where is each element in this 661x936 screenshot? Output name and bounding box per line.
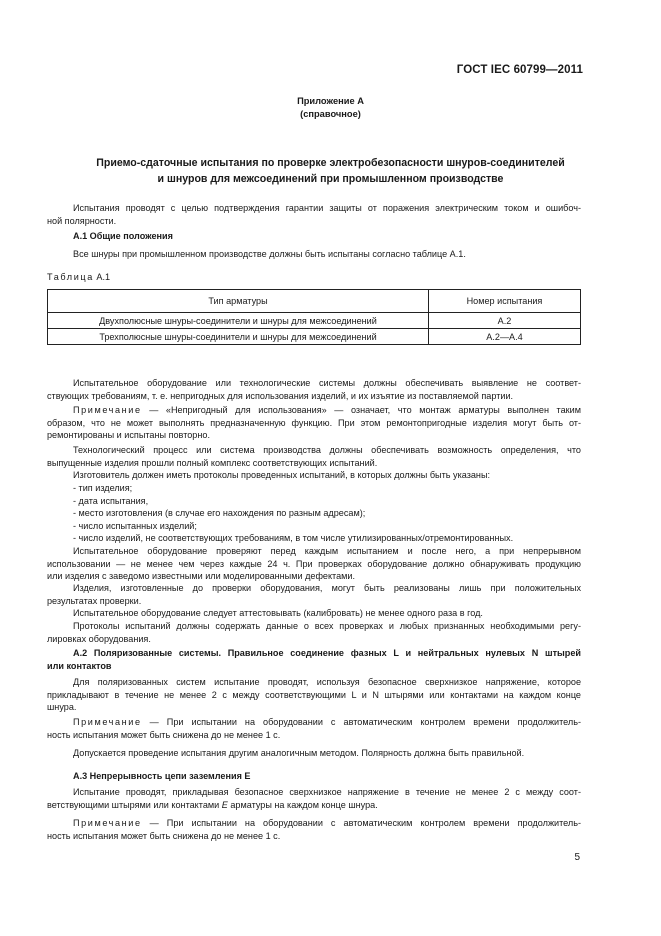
- protocols-paragraph: Протоколы испытаний должны содержать данные о всех проверках и любых признанных необходимыми регу- лировках оборудования.: [47, 621, 581, 644]
- check-paragraph: Испытательное оборудование проверяют перед каждым испытанием и после него, а при непрерывном использовании — не менее чем через каждые 24 ч. При проверках оборудование должно обнаруживать продукцию или изделия с заведомо известными или моделированными дефектами.: [47, 546, 581, 582]
- standard-number: ГОСТ IEC 60799—2011: [456, 64, 583, 76]
- table-caption: [47, 271, 581, 284]
- process-paragraph: Технологический процесс или система производства должны обеспечивать возможность определения, что выпущенные изделия прошли полный комплекс соответствующих испытаний. Изготовитель должен иметь протоколы проведенных испытаний, в которых должны быть указаны:: [47, 445, 581, 481]
- table-row: [48, 329, 581, 345]
- table-header-cell: Тип арматуры: [48, 290, 429, 313]
- note-label: Примечание: [73, 818, 142, 828]
- table-row: [48, 313, 581, 329]
- table-caption-number: А.1: [96, 272, 111, 282]
- table-cell: Двухполюсные шнуры-соединители и шнуры для межсоединений: [48, 313, 429, 329]
- section-a1-heading: А.1 Общие положения: [73, 231, 173, 241]
- note-2: Примечание — При испытании на оборудовании с автоматическим контролем времени продолжитель- ность испытания может быть снижена до не менее 1 с.: [47, 717, 581, 740]
- table-cell: А.2: [429, 313, 581, 329]
- list-item: - дата испытания,: [73, 495, 149, 506]
- note-label: Примечание: [73, 717, 142, 727]
- equipment-paragraph: Испытательное оборудование или технологические системы должны обеспечивать выявление не соответ- ствующих требованиям, т. е. непригодных для использования изделий, и их изъятие из поставляемой партии.: [47, 378, 581, 401]
- products-paragraph: Изделия, изготовленные до проверки оборудования, могут быть реализованы лишь при положительных результатах проверки.: [47, 583, 581, 606]
- list-item: - число испытанных изделий;: [73, 520, 197, 531]
- note-label: Примечание: [73, 405, 142, 415]
- list-item: - число изделий, не соответствующих требованиям, в том числе утилизированных/отремонтированных.: [73, 533, 514, 544]
- main-title-line1: Приемо-сдаточные испытания по проверке электробезопасности шнуров-соединителей: [96, 157, 565, 169]
- test-table: [47, 289, 581, 345]
- page-number: 5: [574, 852, 580, 863]
- section-a2-heading: А.2 Поляризованные системы. Правильное соединение фазных L и нейтральных нулевых N штырей или контактов: [47, 648, 581, 671]
- section-a2-text: Для поляризованных систем испытание проводят, используя безопасное сверхнизкое напряжение, которое прикладывают в течение не менее 2 с между соответствующими L и N штырями или контактами на каждом конце шнура.: [47, 677, 581, 713]
- table-header-row: [48, 290, 581, 313]
- section-a3-text: Испытание проводят, прикладывая безопасное сверхнизкое напряжение в течение не менее 2 с между соот- ветствующими штырями или контактами E арматуры на каждом конце шнура.: [47, 787, 581, 810]
- section-a1-text: Все шнуры при промышленном производстве должны быть испытаны согласно таблице А.1.: [73, 249, 466, 259]
- table-header-cell: Номер испытания: [429, 290, 581, 313]
- note-1: Примечание — «Непригодный для использования» — означает, что монтаж арматуры выполнен таким образом, что не может выполнять предназначенную функцию. При этом ремонтопригодные изделия могут быть от- ремонтированы и испытаны повторно.: [47, 405, 581, 441]
- table-cell: Трехполюсные шнуры-соединители и шнуры для межсоединений: [48, 329, 429, 345]
- section-a3-heading: А.3 Непрерывность цепи заземления Е: [73, 771, 251, 781]
- protocol-items-list: [47, 482, 581, 545]
- intro-line1: Испытания проводят с целью подтверждения гарантии защиты от поражения электрическим током и ошибоч-: [73, 203, 581, 213]
- intro-line2: ной полярности.: [47, 215, 117, 226]
- note-3: Примечание — При испытании на оборудовании с автоматическим контролем времени продолжитель- ность испытания может быть снижена до не менее 1 с.: [47, 818, 581, 841]
- table-caption-word: Таблица: [47, 272, 94, 282]
- table-cell: А.2—А.4: [429, 329, 581, 345]
- main-title-line2: и шнуров для межсоединений при промышленном производстве: [157, 173, 504, 185]
- allowed-paragraph: Допускается проведение испытания другим аналогичным методом. Полярность должна быть правильной.: [73, 748, 525, 758]
- calibration-paragraph: Испытательное оборудование следует аттестовывать (калибровать) не менее одного раза в год.: [73, 608, 483, 618]
- list-item: - тип изделия;: [73, 483, 133, 493]
- appendix-title: Приложение А: [297, 96, 364, 106]
- list-item: - место изготовления (в случае его нахождения по разным адресам);: [73, 508, 366, 519]
- appendix-subtitle: (справочное): [300, 109, 361, 119]
- intro-paragraph: [47, 202, 581, 227]
